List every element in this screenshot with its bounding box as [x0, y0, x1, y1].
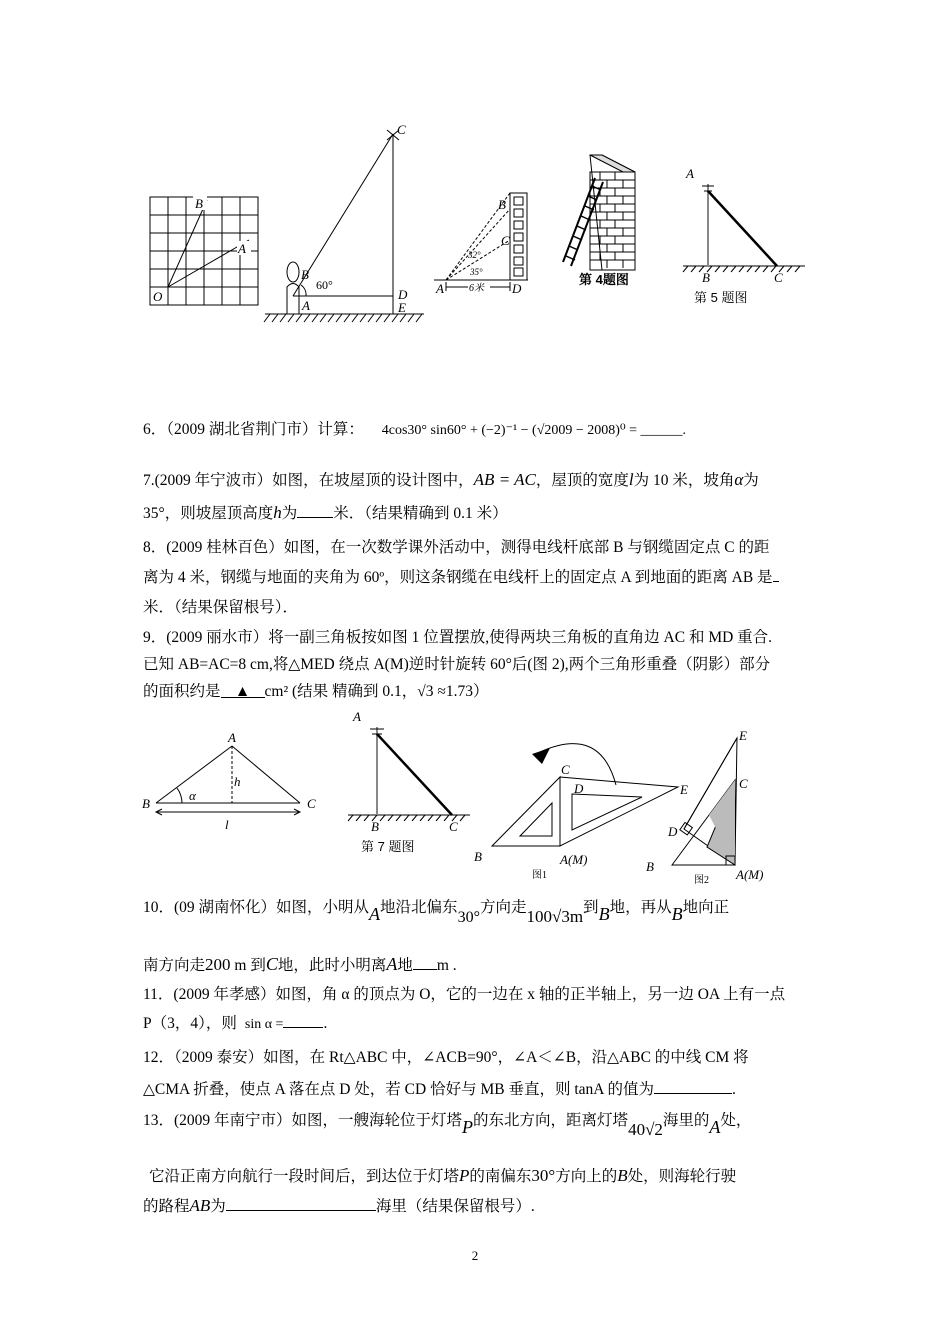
- q6-formula: 4cos30° sin60° + (−2)⁻¹ − (√2009 − 2008)⁰ = ______.: [381, 423, 686, 438]
- q13-distance: 40√2: [628, 1120, 663, 1139]
- q7-h: h: [273, 503, 282, 522]
- q10-c: C: [265, 954, 278, 974]
- q7-text-2: ，屋顶的宽度: [535, 472, 629, 489]
- q7-alpha: α: [734, 470, 744, 489]
- q12-answer-blank[interactable]: [654, 1078, 732, 1094]
- fig7-label-c: C: [449, 819, 458, 834]
- fig8-label-am: A(M): [560, 852, 588, 867]
- fig5-label-c: C: [774, 270, 783, 285]
- fig8-caption: 图1: [532, 870, 547, 881]
- fig3-distance: 6米: [469, 283, 484, 294]
- question-13-line3: 的路程AB为 海里（结果保留根号）.: [143, 1196, 535, 1215]
- fig6-label-a: A: [228, 730, 236, 745]
- fig2-label-a: A: [302, 298, 310, 313]
- fig1-label-o: O: [153, 289, 163, 304]
- q10-a: A: [369, 904, 381, 924]
- q13-angle: 30°: [531, 1166, 556, 1185]
- fig2-label-e: E: [398, 300, 406, 315]
- fig3-label-b: B: [498, 197, 506, 212]
- question-10-line1: 10．(09 湖南怀化）如图，小明从A地沿北偏东30°方向走100√3m到B地，再从B地向正: [143, 899, 730, 926]
- fig9-label-e: E: [739, 728, 747, 743]
- fig3-angle-32: 32°: [468, 250, 481, 260]
- q7-answer-blank[interactable]: [297, 502, 333, 518]
- q9-text-1: 的面积约是: [143, 683, 221, 700]
- q10-distance: 100√3m: [526, 907, 584, 926]
- fig3-label-c: C: [501, 233, 510, 248]
- q13-answer-blank[interactable]: [226, 1195, 376, 1211]
- page-number: 2: [471, 1248, 479, 1263]
- q8-answer-blank[interactable]: [773, 566, 779, 582]
- fig7-label-b: B: [371, 819, 379, 834]
- fig1-label-a: A: [238, 241, 246, 256]
- question-12-line2: △CMA 折叠，使点 A 落在点 D 处，若 CD 恰好与 MB 垂直，则 tanA 的值为 .: [143, 1076, 823, 1104]
- figure-person-flagpole: [262, 122, 432, 327]
- fig7-label-a: A: [353, 709, 361, 724]
- fig9-label-c: C: [739, 776, 748, 791]
- figure-pole-cable-7: [345, 705, 475, 865]
- q13-p2: P: [459, 1166, 470, 1185]
- q11-answer-blank[interactable]: [283, 1012, 323, 1028]
- question-11-line2: P（3，4），则 sin α = .: [143, 1010, 823, 1039]
- q7-l: l: [628, 470, 634, 489]
- q6-text: 6．（2009 湖北省荆门市）计算：: [143, 421, 364, 438]
- fig6-l: l: [225, 817, 229, 832]
- fig6-alpha: α: [189, 788, 196, 803]
- question-12-line1: 12．（2009 泰安）如图，在 Rt△ABC 中，∠ACB=90°，∠A＜∠B，沿△ABC 的中线 CM 将: [143, 1049, 749, 1066]
- question-6: [143, 416, 823, 445]
- q10-a2: A: [386, 954, 398, 974]
- q13-b: B: [617, 1166, 628, 1185]
- q13-p1: P: [462, 1117, 474, 1137]
- q13-a: A: [709, 1117, 721, 1137]
- fig9-label-b: B: [646, 859, 654, 874]
- question-11-line1: 11．(2009 年孝感）如图，角 α 的顶点为 O，它的一边在 x 轴的正半轴上，另一边 OA 上有一点: [143, 986, 786, 1003]
- q8-text-2: 离为 4 米，钢缆与地面的夹角为 60º，则这条钢缆在电线杆上的固定点 A 到地面的距离 AB 是: [143, 569, 773, 586]
- fig6-h: h: [234, 774, 241, 789]
- question-8-line1: 8．(2009 桂林百色）如图，在一次数学课外活动中，测得电线杆底部 B 与钢缆固定点 C 的距: [143, 539, 770, 556]
- q10-b2: B: [671, 904, 683, 924]
- fig7-caption: 第 7 题图: [361, 839, 415, 854]
- q9-triangle-mark: ▲: [234, 683, 251, 700]
- question-9-line3: [143, 678, 823, 706]
- q9-answer-blank[interactable]: [221, 678, 265, 698]
- fig5-caption: 第 5 题图: [694, 290, 748, 305]
- fig2-label-d: D: [398, 287, 408, 302]
- fig8-label-b: B: [474, 849, 482, 864]
- question-9-line2: 已知 AB=AC=8 cm,将△MED 绕点 A(M)逆时针旋转 60°后(图 2),两个三角形重叠（阴影）部分: [143, 656, 771, 673]
- figure-roof-triangle: [140, 730, 325, 840]
- question-13-line2: 它沿正南方向航行一段时间后，到达位于灯塔P的南偏东30°方向上的B处，则海轮行驶: [149, 1166, 737, 1185]
- question-8-line3: 米．（结果保留根号）．: [143, 599, 299, 616]
- fig6-label-c: C: [307, 796, 316, 811]
- q11-sin: sin α =: [244, 1017, 284, 1032]
- figure-set-squares-2: [640, 728, 780, 885]
- fig8-label-e: E: [680, 782, 688, 797]
- figure-grid-angle: [145, 192, 265, 312]
- fig9-label-d: D: [668, 824, 678, 839]
- q10-b1: B: [598, 904, 610, 924]
- figure-building-angles: [432, 185, 532, 297]
- fig2-label-c: C: [397, 122, 406, 137]
- q7-ab-ac: AB = AC: [473, 470, 536, 489]
- question-7-line1: [143, 466, 823, 495]
- q10-200: 200: [205, 955, 231, 974]
- fig8-label-d: D: [574, 781, 584, 796]
- fig8-label-c: C: [561, 762, 570, 777]
- fig3-label-d: D: [512, 281, 522, 296]
- q10-angle: 30°: [457, 909, 480, 926]
- figure-pole-cable-5: [680, 162, 810, 307]
- question-9-line1: 9．(2009 丽水市）将一副三角板按如图 1 位置摆放,使得两块三角板的直角边 AC 和 MD 重合.: [143, 629, 773, 646]
- fig6-label-b: B: [142, 796, 150, 811]
- fig9-label-am: A(M): [736, 867, 764, 882]
- fig3-label-a: A: [436, 281, 444, 296]
- fig3-angle-35: 35°: [470, 267, 483, 277]
- question-8-line2: [143, 564, 823, 592]
- fig4-caption: 第 4题图: [579, 272, 629, 287]
- q9-sqrt3: √3 ≈1.73）: [417, 683, 489, 700]
- fig9-caption: 图2: [694, 875, 709, 886]
- q7-text-7: 米．（结果精确到 0.1 米）: [333, 505, 508, 522]
- question-10-line2: 南方向走200 m 到C地，此时小明离A地 m .: [143, 954, 457, 974]
- fig2-angle: 60°: [316, 278, 333, 292]
- fig1-label-b: B: [195, 196, 203, 211]
- q13-ab: AB: [189, 1196, 211, 1215]
- q7-text-5: 35°，则坡屋顶高度: [143, 505, 274, 522]
- q7-text-4: 为: [743, 472, 759, 489]
- question-13-line1: 13．(2009 年南宁市）如图，一艘海轮位于灯塔P的东北方向，距离灯塔40√2海里的A处，: [143, 1112, 752, 1139]
- fig5-label-b: B: [702, 270, 710, 285]
- question-7-line2: [143, 499, 823, 528]
- fig5-label-a: A: [686, 166, 694, 181]
- q7-text-3: 为 10 米，坡角: [633, 472, 735, 489]
- fig2-label-b: B: [301, 267, 309, 282]
- q7-text-6: 为: [281, 505, 298, 522]
- figure-ladder-wall: [555, 150, 645, 290]
- q10-answer-blank[interactable]: [413, 954, 437, 970]
- q7-text-1: 7.(2009 年宁波市）如图，在坡屋顶的设计图中，: [143, 472, 474, 489]
- q9-text-2: cm² (结果 精确到 0.1，: [264, 683, 418, 700]
